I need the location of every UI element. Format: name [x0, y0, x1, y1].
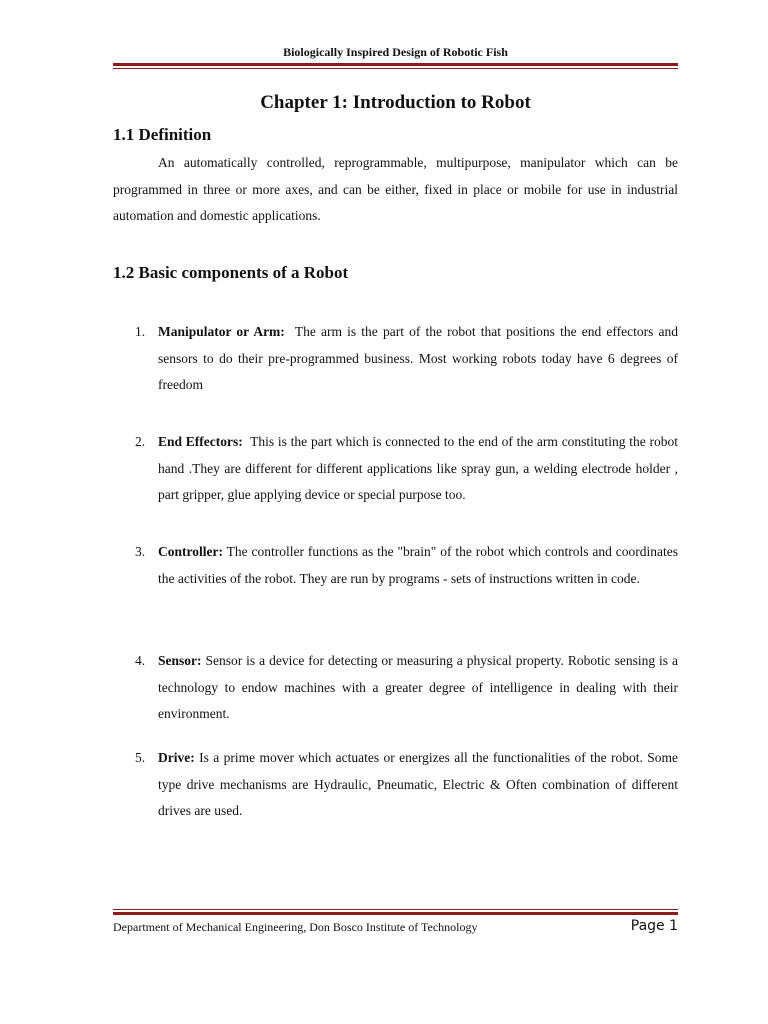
list-item-number: 5. — [135, 750, 146, 765]
section-heading-components: 1.2 Basic components of a Robot — [113, 263, 349, 282]
list-item-number: 4. — [135, 653, 146, 668]
list-item-body — [158, 429, 678, 509]
list-item-text: The arm is the part of the robot that positions the end effectors and sensors to do their pre-programmed business. Most working robots today have 6 degrees of freedom — [158, 324, 678, 392]
list-item-text: Is a prime mover which actuates or energizes all the functionalities of the robot. Some type drive mechanisms are Hydraulic, Pneumatic, Electric & Often combination of different drives are used. — [158, 750, 679, 818]
footer-rule-thick — [113, 912, 678, 915]
header-rule-thin — [113, 68, 678, 69]
list-item-body — [158, 319, 678, 399]
list-item-body — [158, 648, 678, 728]
header-rule-thick — [113, 63, 678, 66]
list-item-body — [158, 745, 678, 825]
list-item-text: This is the part which is connected to the end of the arm constituting the robot hand .They are different for different applications like spray gun, a welding electrode holder , part gripper, glue applying device or special purpose too. — [158, 434, 678, 502]
list-item-number: 1. — [135, 324, 146, 339]
list-item-body — [158, 539, 678, 592]
footer-rule-thin — [113, 909, 678, 910]
list-item-term: Drive: — [158, 750, 195, 765]
list-item-text: The controller functions as the "brain" of the robot which controls and coordinates the activities of the robot. They are run by programs - sets of instructions written in code. — [158, 544, 678, 586]
page-number: Page 1 — [630, 918, 678, 934]
list-item-term: End Effectors: — [158, 434, 243, 449]
running-header: Biologically Inspired Design of Robotic Fish — [283, 45, 508, 59]
section-heading-definition: 1.1 Definition — [113, 125, 212, 144]
list-item-term: Sensor: — [158, 653, 202, 668]
definition-paragraph: An automatically controlled, reprogrammable, multipurpose, manipulator which can be programmed in three or more axes, and can be either, fixed in place or mobile for use in industrial automation and domestic applications. — [113, 155, 678, 223]
list-item-number: 3. — [135, 544, 146, 559]
list-item-term: Controller: — [158, 544, 223, 559]
chapter-title: Chapter 1: Introduction to Robot — [260, 92, 531, 113]
list-item-number: 2. — [135, 434, 146, 449]
footer-department: Department of Mechanical Engineering, Don Bosco Institute of Technology — [113, 920, 478, 934]
list-item-term: Manipulator or Arm: — [158, 324, 285, 339]
list-item-text: Sensor is a device for detecting or measuring a physical property. Robotic sensing is a technology to endow machines with a greater degree of intelligence in dealing with their environment. — [158, 653, 678, 721]
